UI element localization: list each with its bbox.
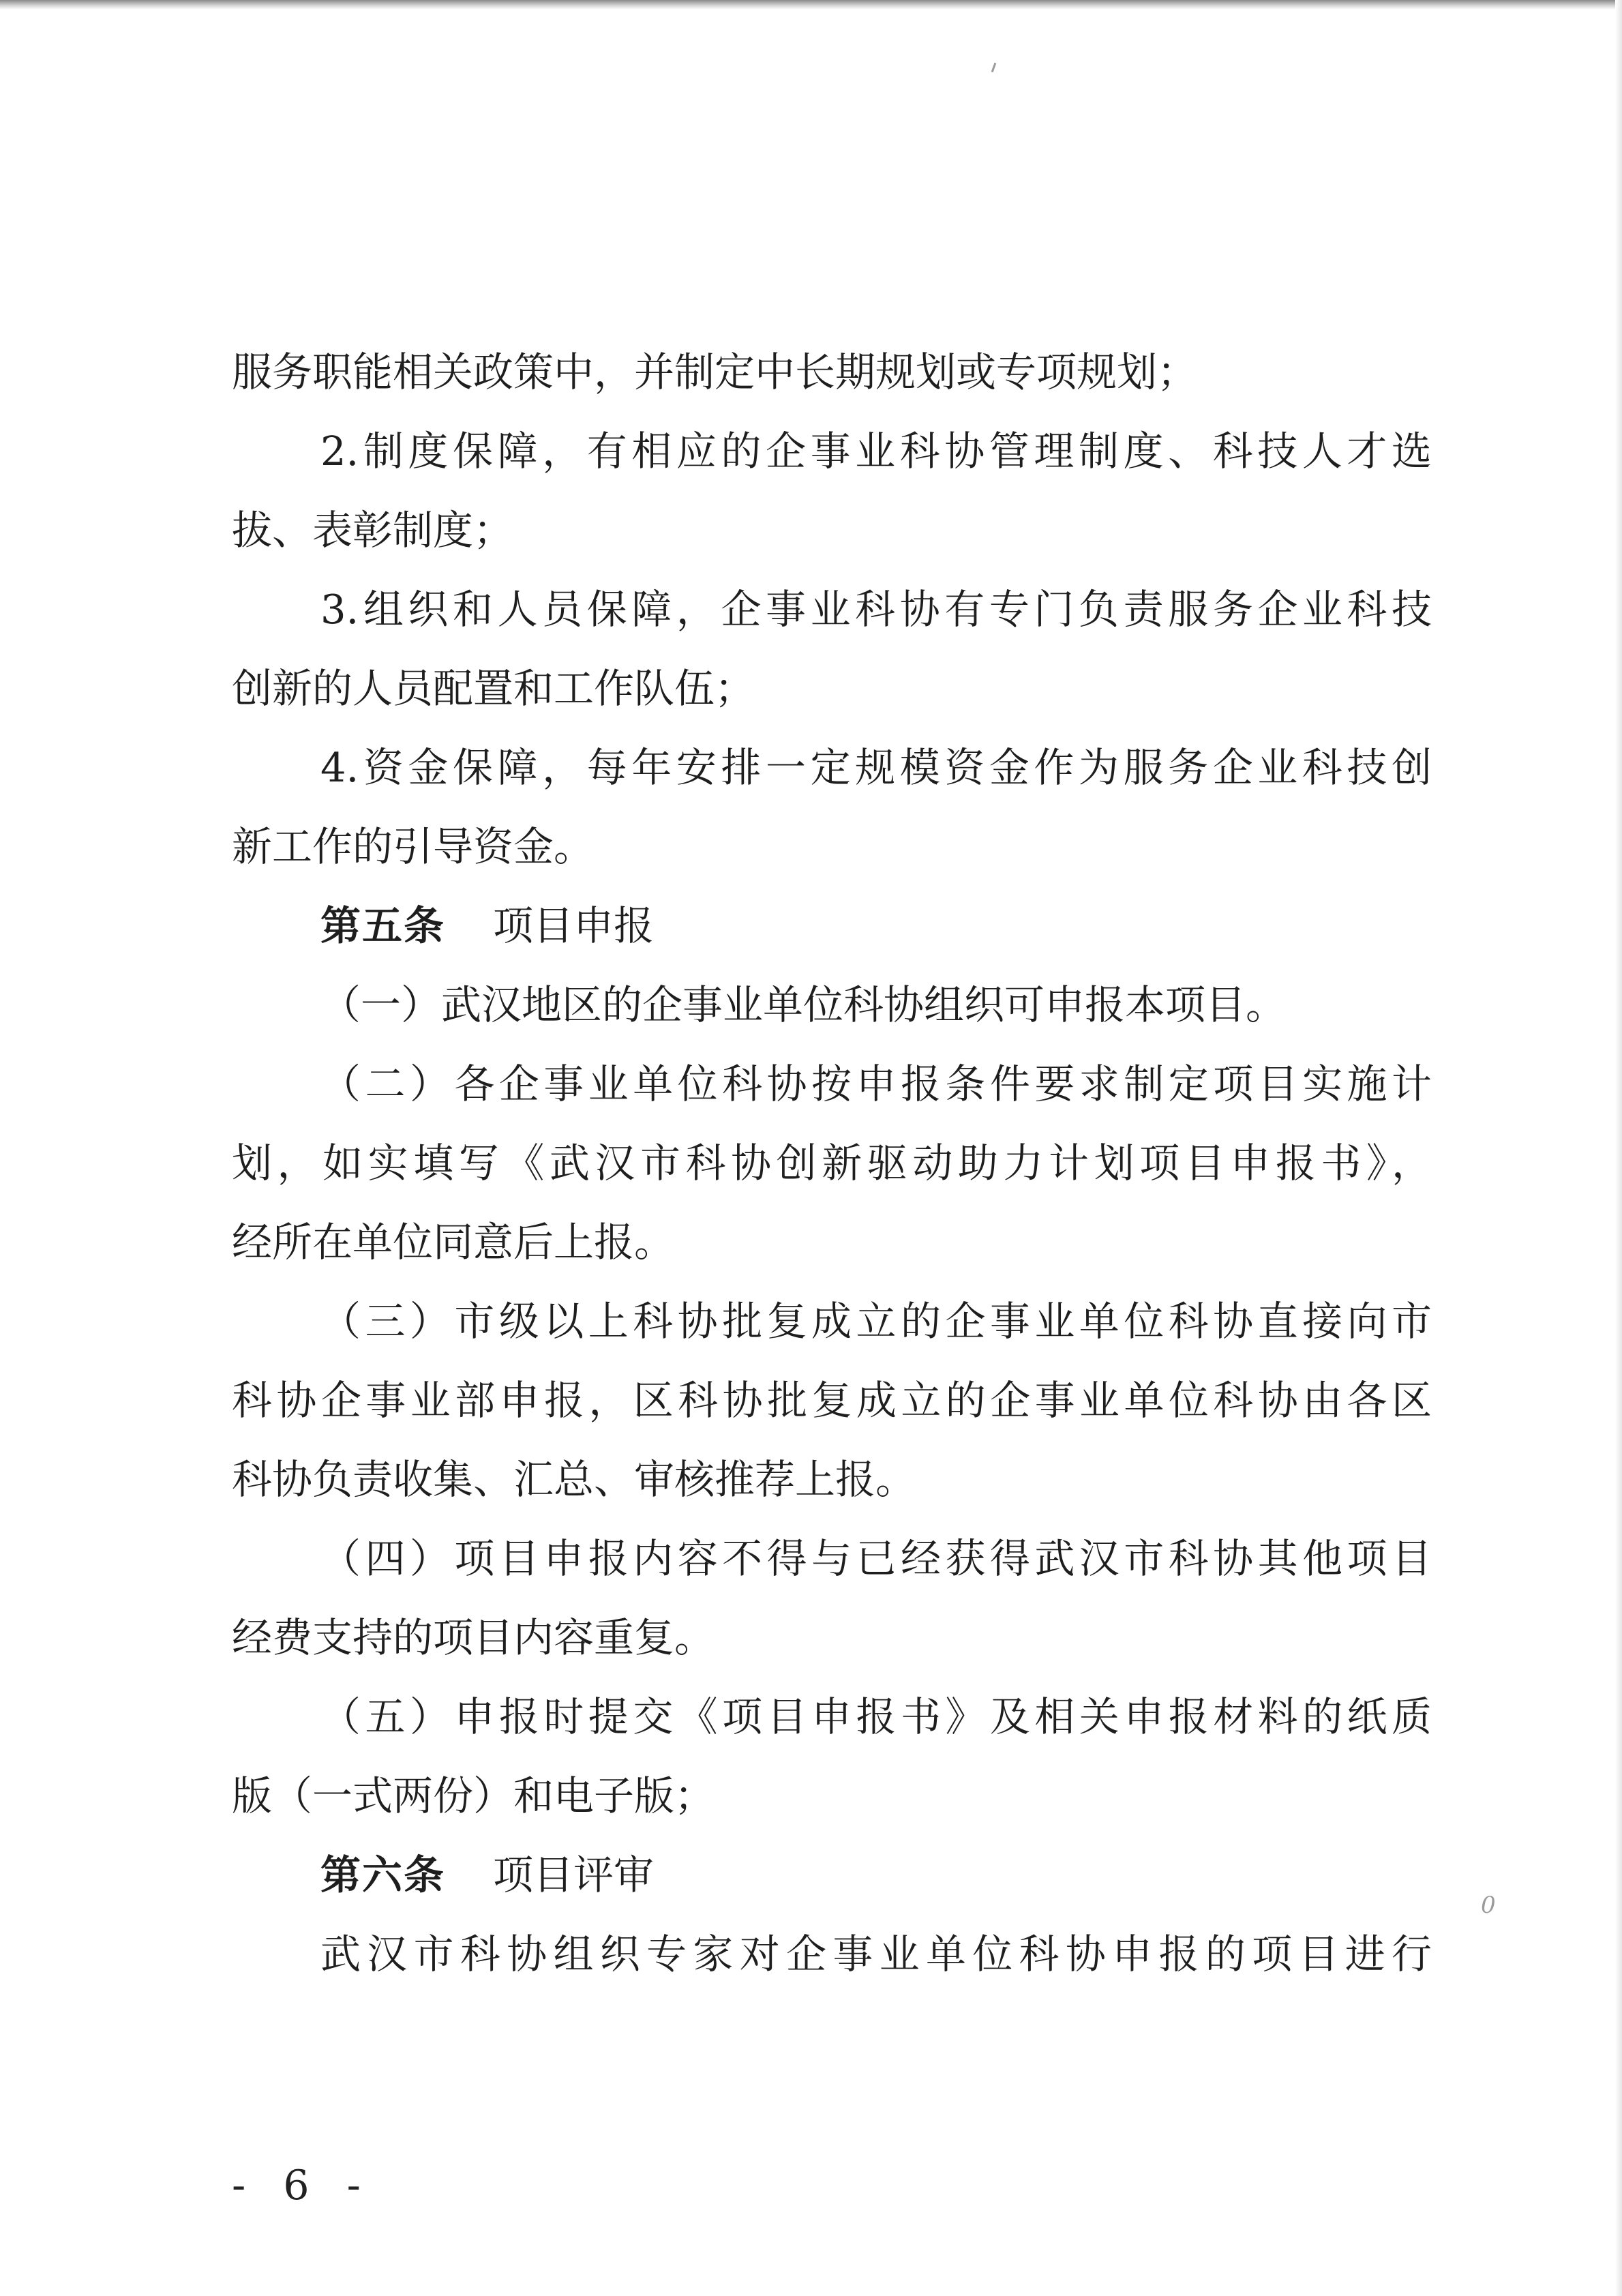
document-body xyxy=(232,333,1432,1994)
article-5-title: 项目申报 xyxy=(493,902,655,949)
scan-top-edge xyxy=(0,0,1622,10)
article-5-label: 第五条 xyxy=(320,902,446,949)
text-line: （一）武汉地区的企事业单位科协组织可申报本项目。 xyxy=(320,981,1287,1028)
text-line: 科协企事业部申报，区科协批复成立的企事业单位科协由各区 xyxy=(232,1377,1432,1424)
text-line: 2.制度保障，有相应的企事业科协管理制度、科技人才选 xyxy=(320,428,1432,475)
text-line: （三）市级以上科协批复成立的企事业单位科协直接向市 xyxy=(320,1298,1432,1345)
text-line: 版（一式两份）和电子版； xyxy=(232,1772,715,1819)
text-line: 经所在单位同意后上报。 xyxy=(232,1219,675,1266)
text-line: 划，如实填写《武汉市科协创新驱动助力计划项目申报书》， xyxy=(232,1139,1432,1187)
scan-speck xyxy=(991,63,997,72)
text-line: 科协负责收集、汇总、审核推荐上报。 xyxy=(232,1456,916,1503)
page-number: - 6 - xyxy=(232,2162,373,2209)
text-line: 经费支持的项目内容重复。 xyxy=(232,1614,715,1661)
text-line: 创新的人员配置和工作队伍； xyxy=(232,665,755,712)
article-6-label: 第六条 xyxy=(320,1851,446,1898)
text-line: 拔、表彰制度； xyxy=(232,507,514,554)
text-line: （五）申报时提交《项目申报书》及相关申报材料的纸质 xyxy=(320,1693,1432,1740)
text-line: （四）项目申报内容不得与已经获得武汉市科协其他项目 xyxy=(320,1535,1432,1582)
margin-mark: 0 xyxy=(1481,1892,1496,1919)
article-5-heading xyxy=(232,886,1432,966)
text-line: 服务职能相关政策中，并制定中长期规划或专项规划； xyxy=(232,348,1198,396)
scan-right-edge xyxy=(1615,0,1622,2296)
text-line: 4.资金保障，每年安排一定规模资金作为服务企业科技创 xyxy=(320,744,1432,791)
text-line: 武汉市科协组织专家对企事业单位科协申报的项目进行 xyxy=(320,1930,1432,1978)
text-line: 新工作的引导资金。 xyxy=(232,823,595,870)
text-line: （二）各企事业单位科协按申报条件要求制定项目实施计 xyxy=(320,1060,1432,1107)
text-line: 3.组织和人员保障，企事业科协有专门负责服务企业科技 xyxy=(320,586,1432,633)
article-6-heading xyxy=(232,1836,1432,1915)
article-6-title: 项目评审 xyxy=(493,1851,655,1898)
